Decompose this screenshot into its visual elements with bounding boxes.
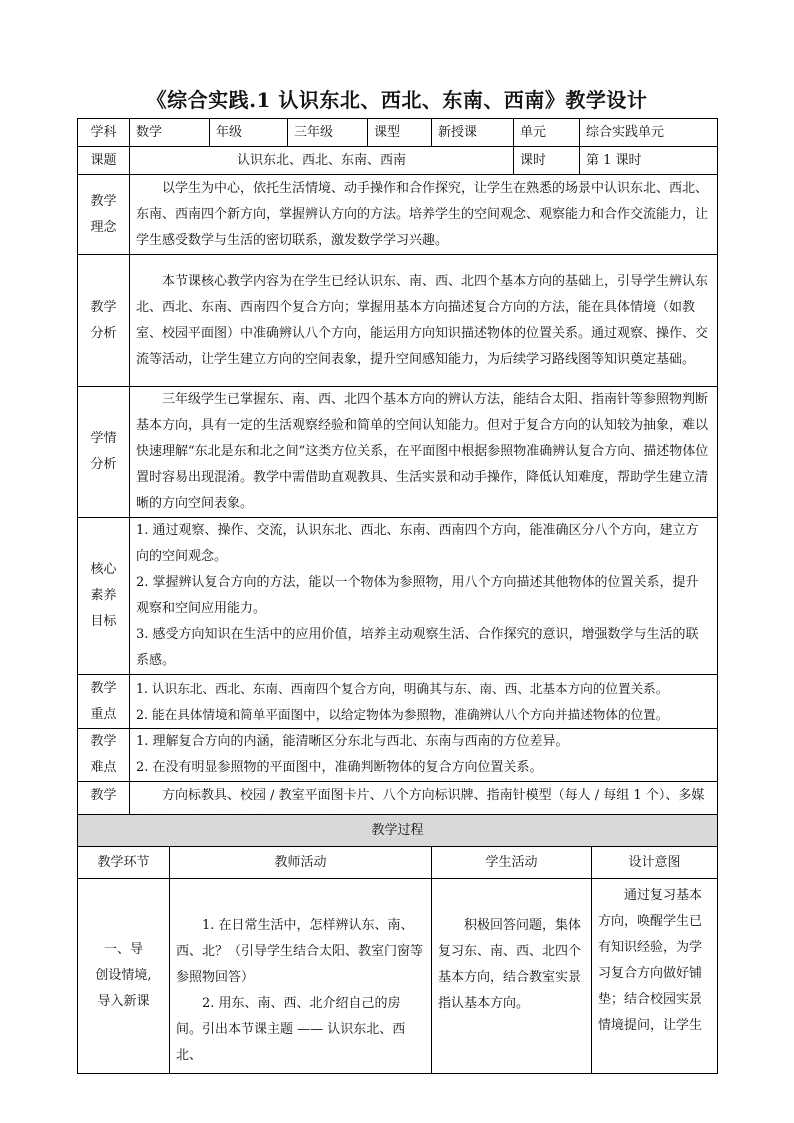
list-item: 2. 在没有明显参照物的平面图中，准确判断物体的复合方向位置关系。 xyxy=(136,760,543,775)
column-header-student: 学生活动 xyxy=(432,847,592,879)
subject-label: 学科 xyxy=(78,119,130,147)
design-intent-cell: 通过复习基本方向，唤醒学生已有知识经验，为学习复合方向做好铺垫；结合校园实景情境提问，让学生 xyxy=(592,879,718,1074)
learner-label: 学情 分析 xyxy=(78,387,130,518)
column-header-teacher: 教师活动 xyxy=(170,847,432,879)
unit-value: 综合实践单元 xyxy=(580,119,718,147)
core-goals-label: 核心 素养 目标 xyxy=(78,518,130,675)
list-item: 2. 能在具体情境和简单平面图中，以给定物体为参照物，准确辨认八个方向并描述物体的位置。 xyxy=(136,706,669,722)
lesson-info-table xyxy=(77,118,718,836)
lesson-type-label: 课型 xyxy=(368,119,432,147)
concept-text: 以学生为中心，依托生活情境、动手操作和合作探究，让学生在熟悉的场景中认识东北、西北、东南、西南四个新方向，掌握辨认方向的方法。培养学生的空间观念、观察能力和合作交流能力，让学生感受数学与生活的密切联系，激发数学学习兴趣。 xyxy=(130,175,718,255)
column-header-intent: 设计意图 xyxy=(592,847,718,879)
core-goals-list xyxy=(130,518,718,675)
unit-label: 单元 xyxy=(514,119,580,147)
topic-value: 认识东北、西北、东南、西南 xyxy=(130,147,514,175)
list-item: 1. 认识东北、西北、东南、西南四个复合方向，明确其与东、南、西、北基本方向的位置关系。 xyxy=(136,680,669,696)
teacher-activity-1: 1. 在日常生活中，怎样辨认东、南、西、北？（引导学生结合太阳、教室门窗等参照物回答） xyxy=(176,918,424,985)
list-item: 1. 通过观察、操作、交流，认识东北、西北、东南、西南四个方向，能准确区分八个方向，建立方向的空间观念。 xyxy=(136,523,699,564)
topic-label: 课题 xyxy=(78,147,130,175)
list-item: 2. 掌握辨认复合方向的方法，能以一个物体为参照物，用八个方向描述其他物体的位置关系，提升观察和空间应用能力。 xyxy=(136,575,699,616)
column-header-stage: 教学环节 xyxy=(78,847,170,879)
analysis-label: 教学 分析 xyxy=(78,255,130,387)
list-item: 3. 感受方向知识在生活中的应用价值，培养主动观察生活、合作探究的意识，增强数学与生活的联系感。 xyxy=(136,627,699,668)
key-points-label: 教学 重点 xyxy=(78,675,130,729)
student-activity-cell: 积极回答问题，集体复习东、南、西、北四个基本方向，结合教室实景指认基本方向。 xyxy=(432,879,592,1074)
process-band: 教学过程 xyxy=(78,815,718,847)
hours-label: 课时 xyxy=(514,147,580,175)
hours-value: 第 1 课时 xyxy=(580,147,718,175)
list-item: 1. 理解复合方向的内涵，能清晰区分东北与西北、东南与西南的方位差异。 xyxy=(136,734,569,749)
grade-label: 年级 xyxy=(210,119,288,147)
key-points-list xyxy=(130,675,718,729)
teacher-activity-cell xyxy=(170,879,432,1074)
document-title: 《综合实践.1 认识东北、西北、东南、西南》教学设计 xyxy=(146,88,648,112)
subject-value: 数学 xyxy=(130,119,210,147)
preparation-label: 教学 xyxy=(78,782,130,836)
learner-text: 三年级学生已掌握东、南、西、北四个基本方向的辨认方法，能结合太阳、指南针等参照物判断基本方向，具有一定的生活观察经验和简单的空间认知能力。但对于复合方向的认知较为抽象，难以快速理解“东北是东和北之间”这类方位关系，在平面图中根据参照物准确辨认复合方向、描述物体位置时容易出现混淆。教学中需借助直观教具、生活实景和动手操作，降低认知难度，帮助学生建立清晰的方向空间表象。 xyxy=(130,387,718,518)
analysis-text: 本节课核心教学内容为在学生已经认识东、南、西、北四个基本方向的基础上，引导学生辨认东北、西北、东南、西南四个复合方向；掌握用基本方向描述复合方向的方法，能在具体情境（如教室、校园平面图）中准确辨认八个方向，能运用方向知识描述物体的位置关系。通过观察、操作、交流等活动，让学生建立方向的空间表象，提升空间感知能力，为后续学习路线图等知识奠定基础。 xyxy=(130,255,718,387)
preparation-text: 方向标教具、校园 / 教室平面图卡片、八个方向标识牌、指南针模型（每人 / 每组 1 个）、多媒 xyxy=(130,782,718,836)
teaching-process-table xyxy=(77,814,718,1074)
lesson-type-value: 新授课 xyxy=(432,119,514,147)
grade-value: 三年级 xyxy=(288,119,368,147)
stage-cell: 一、导 创设情境, 导入新课 xyxy=(78,879,170,1074)
teacher-activity-2: 2. 用东、南、西、北介绍自己的房间。引出本节课主题 —— 认识东北、西北、 xyxy=(176,996,406,1063)
concept-label: 教学 理念 xyxy=(78,175,130,255)
difficult-points-label: 教学 难点 xyxy=(78,729,130,782)
difficult-points-list xyxy=(130,729,718,782)
